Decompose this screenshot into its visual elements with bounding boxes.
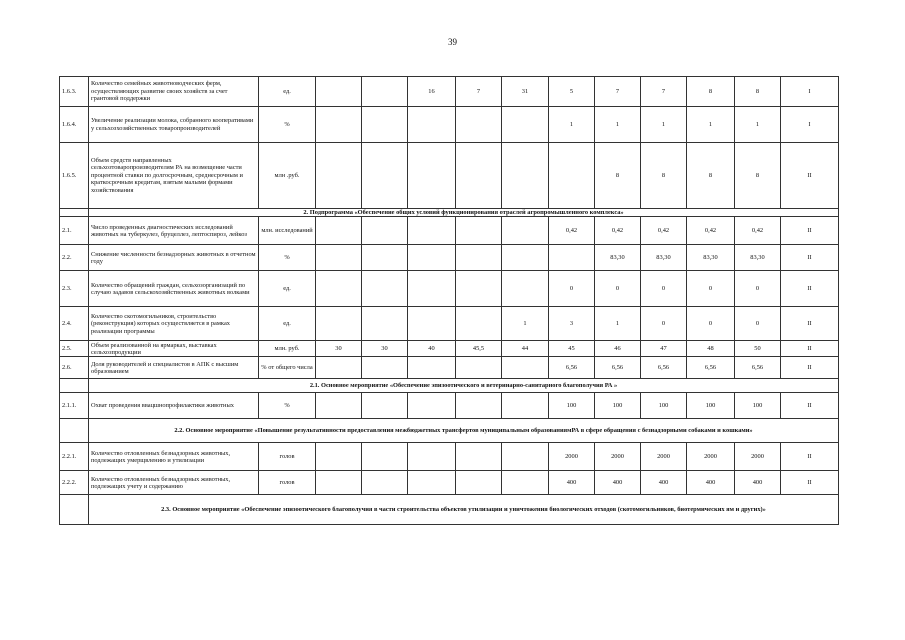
section-row	[60, 419, 839, 443]
section-title: 2.2. Основное мероприятие «Повышение результативности предоставления межбюджетных трансфертов муниципальным образованиямРА в сфере обращения с безнадзорными собаками и кошками»	[89, 419, 839, 443]
unit-of-measure: голов	[259, 443, 316, 471]
value-cell	[362, 307, 408, 341]
value-cell	[456, 143, 502, 209]
unit-of-measure: %	[259, 107, 316, 143]
value-cell: 0	[595, 271, 641, 307]
page-number: 39	[448, 37, 457, 47]
table-row	[60, 443, 839, 471]
value-cell: 100	[735, 393, 781, 419]
value-cell	[316, 217, 362, 245]
value-cell	[362, 393, 408, 419]
value-cell: 2000	[549, 443, 595, 471]
value-cell: 83,30	[641, 245, 687, 271]
stage-cell: I	[781, 107, 839, 143]
value-cell: 1	[735, 107, 781, 143]
row-number: 2.3.	[60, 271, 89, 307]
section-title: 2. Подпрограмма «Обеспечение общих условий функционирования отраслей агропромышленного комплекса»	[89, 209, 839, 217]
value-cell: 31	[502, 77, 549, 107]
value-cell	[408, 245, 456, 271]
table-row	[60, 341, 839, 357]
value-cell	[362, 471, 408, 495]
value-cell: 83,30	[595, 245, 641, 271]
indicator-name: Снижение численности безнадзорных животных в отчетном году	[89, 245, 259, 271]
value-cell: 400	[687, 471, 735, 495]
value-cell	[502, 271, 549, 307]
value-cell: 3	[549, 307, 595, 341]
value-cell	[408, 307, 456, 341]
value-cell	[502, 471, 549, 495]
value-cell	[408, 471, 456, 495]
value-cell: 1	[549, 107, 595, 143]
value-cell: 6,56	[595, 357, 641, 379]
value-cell	[408, 271, 456, 307]
value-cell	[456, 471, 502, 495]
value-cell: 0	[641, 271, 687, 307]
value-cell: 1	[502, 307, 549, 341]
value-cell: 400	[595, 471, 641, 495]
value-cell	[362, 77, 408, 107]
value-cell: 2000	[687, 443, 735, 471]
value-cell: 45	[549, 341, 595, 357]
value-cell: 400	[641, 471, 687, 495]
value-cell	[502, 393, 549, 419]
stage-cell: II	[781, 217, 839, 245]
unit-of-measure: голов	[259, 471, 316, 495]
value-cell	[408, 217, 456, 245]
value-cell	[362, 443, 408, 471]
unit-of-measure: ед.	[259, 77, 316, 107]
section-row	[60, 495, 839, 525]
value-cell	[316, 143, 362, 209]
row-number: 2.2.	[60, 245, 89, 271]
value-cell: 50	[735, 341, 781, 357]
value-cell	[408, 107, 456, 143]
unit-of-measure: % от общего числа	[259, 357, 316, 379]
value-cell: 100	[549, 393, 595, 419]
unit-of-measure: ед.	[259, 307, 316, 341]
value-cell	[316, 271, 362, 307]
value-cell	[549, 245, 595, 271]
value-cell	[362, 217, 408, 245]
value-cell: 47	[641, 341, 687, 357]
section-blank-cell	[60, 209, 89, 217]
section-row	[60, 209, 839, 217]
value-cell	[316, 107, 362, 143]
stage-cell: II	[781, 443, 839, 471]
value-cell	[456, 357, 502, 379]
stage-cell: II	[781, 341, 839, 357]
value-cell: 0,42	[595, 217, 641, 245]
stage-cell: II	[781, 471, 839, 495]
value-cell: 6,56	[641, 357, 687, 379]
indicator-name: Количество отловленных безнадзорных животных, подлежащих умерщвлению и утилизации	[89, 443, 259, 471]
table-row	[60, 471, 839, 495]
value-cell: 44	[502, 341, 549, 357]
table-row	[60, 107, 839, 143]
unit-of-measure: млн. исследований	[259, 217, 316, 245]
value-cell	[316, 245, 362, 271]
value-cell: 2000	[641, 443, 687, 471]
value-cell: 1	[595, 307, 641, 341]
value-cell: 83,30	[735, 245, 781, 271]
value-cell	[316, 307, 362, 341]
row-number: 2.6.	[60, 357, 89, 379]
value-cell: 2000	[735, 443, 781, 471]
table-row	[60, 143, 839, 209]
indicator-name: Количество отловленных безнадзорных животных, подлежащих учету и содержанию	[89, 471, 259, 495]
indicator-name: Доля руководителей и специалистов в АПК с высшим образованием	[89, 357, 259, 379]
value-cell: 6,56	[687, 357, 735, 379]
value-cell: 5	[549, 77, 595, 107]
indicator-name: Число проведенных диагностических исследований животных на туберкулез, бруцеллез, лептоспироз, лейкоз	[89, 217, 259, 245]
row-number: 1.6.5.	[60, 143, 89, 209]
row-number: 2.1.	[60, 217, 89, 245]
value-cell: 8	[735, 143, 781, 209]
value-cell: 45,5	[456, 341, 502, 357]
value-cell	[316, 443, 362, 471]
value-cell	[456, 307, 502, 341]
stage-cell: II	[781, 143, 839, 209]
value-cell	[316, 393, 362, 419]
stage-cell: II	[781, 393, 839, 419]
table-row	[60, 271, 839, 307]
indicator-name: Увеличение реализации молока, собранного кооперативами у сельхозхозяйственных товаропроизводителей	[89, 107, 259, 143]
value-cell	[456, 443, 502, 471]
value-cell: 0	[735, 307, 781, 341]
value-cell: 400	[549, 471, 595, 495]
value-cell	[362, 357, 408, 379]
row-number: 1.6.4.	[60, 107, 89, 143]
value-cell: 0,42	[735, 217, 781, 245]
section-row	[60, 379, 839, 393]
unit-of-measure: %	[259, 393, 316, 419]
indicator-name: Объем средств направленных сельхозтоваропроизводителям РА на возмещение части процентной ставки по долгосрочным, среднесрочным и краткосрочным кредитам, взятым малыми формами хозяйствования	[89, 143, 259, 209]
value-cell	[408, 443, 456, 471]
value-cell	[316, 77, 362, 107]
value-cell: 0,42	[641, 217, 687, 245]
value-cell	[408, 357, 456, 379]
value-cell: 8	[687, 77, 735, 107]
indicator-name: Количество обращений граждан, сельхозорганизаций по случаю задавов сельскохозяйственных животных волками	[89, 271, 259, 307]
value-cell: 1	[687, 107, 735, 143]
unit-of-measure: млн. руб.	[259, 341, 316, 357]
row-number: 2.2.2.	[60, 471, 89, 495]
table-row	[60, 77, 839, 107]
value-cell: 100	[595, 393, 641, 419]
value-cell: 0	[687, 307, 735, 341]
stage-cell: II	[781, 307, 839, 341]
value-cell	[502, 143, 549, 209]
section-blank-cell	[60, 379, 89, 393]
value-cell: 1	[595, 107, 641, 143]
value-cell: 0	[735, 271, 781, 307]
value-cell: 7	[456, 77, 502, 107]
row-number: 2.2.1.	[60, 443, 89, 471]
value-cell: 40	[408, 341, 456, 357]
stage-cell: II	[781, 271, 839, 307]
value-cell: 1	[641, 107, 687, 143]
value-cell	[502, 217, 549, 245]
value-cell: 83,30	[687, 245, 735, 271]
value-cell: 7	[595, 77, 641, 107]
section-blank-cell	[60, 419, 89, 443]
value-cell: 400	[735, 471, 781, 495]
value-cell	[456, 271, 502, 307]
section-blank-cell	[60, 495, 89, 525]
value-cell: 6,56	[549, 357, 595, 379]
row-number: 1.6.3.	[60, 77, 89, 107]
section-title: 2.1. Основное мероприятие «Обеспечение эпизоотического и ветеринарно-санитарного благополучия РА »	[89, 379, 839, 393]
value-cell	[502, 357, 549, 379]
indicator-name: Количество семейных животноводческих ферм, осуществляющих развитие своих хозяйств за счет грантовой поддержки	[89, 77, 259, 107]
value-cell	[408, 143, 456, 209]
value-cell: 0,42	[549, 217, 595, 245]
value-cell: 8	[735, 77, 781, 107]
table-row	[60, 357, 839, 379]
row-number: 2.4.	[60, 307, 89, 341]
value-cell: 2000	[595, 443, 641, 471]
value-cell	[456, 107, 502, 143]
table-row	[60, 245, 839, 271]
value-cell	[456, 393, 502, 419]
indicator-name: Объем реализованной на ярмарках, выставках сельхозпродукции	[89, 341, 259, 357]
value-cell: 48	[687, 341, 735, 357]
value-cell	[362, 143, 408, 209]
value-cell: 16	[408, 77, 456, 107]
value-cell: 7	[641, 77, 687, 107]
value-cell: 8	[641, 143, 687, 209]
indicators-table	[59, 76, 839, 525]
value-cell	[456, 245, 502, 271]
value-cell	[316, 357, 362, 379]
value-cell: 6,56	[735, 357, 781, 379]
value-cell: 0	[687, 271, 735, 307]
row-number: 2.5.	[60, 341, 89, 357]
value-cell: 100	[687, 393, 735, 419]
value-cell	[408, 393, 456, 419]
value-cell	[456, 217, 502, 245]
value-cell	[362, 245, 408, 271]
value-cell: 100	[641, 393, 687, 419]
table-row	[60, 393, 839, 419]
value-cell	[362, 271, 408, 307]
section-title: 2.3. Основное мероприятие «Обеспечение эпизоотического благополучия в части строительства объектов утилизации и уничтожения биологических отходов (скотомогильников, биотермических ям и других)»	[89, 495, 839, 525]
stage-cell: I	[781, 77, 839, 107]
value-cell: 0	[549, 271, 595, 307]
table-row	[60, 217, 839, 245]
value-cell: 0	[641, 307, 687, 341]
value-cell: 30	[316, 341, 362, 357]
value-cell	[316, 471, 362, 495]
stage-cell: II	[781, 357, 839, 379]
indicator-name: Количество скотомогильников, строительство (реконструкция) которых осуществляется в рамках реализации программы	[89, 307, 259, 341]
value-cell: 8	[687, 143, 735, 209]
indicator-name: Охват проведения ввацшнопрофилактики животных	[89, 393, 259, 419]
value-cell: 46	[595, 341, 641, 357]
unit-of-measure: %	[259, 245, 316, 271]
value-cell: 30	[362, 341, 408, 357]
value-cell	[502, 443, 549, 471]
value-cell	[362, 107, 408, 143]
value-cell: 0,42	[687, 217, 735, 245]
value-cell: 8	[595, 143, 641, 209]
unit-of-measure: млн .руб.	[259, 143, 316, 209]
row-number: 2.1.1.	[60, 393, 89, 419]
value-cell	[502, 245, 549, 271]
table-row	[60, 307, 839, 341]
value-cell	[549, 143, 595, 209]
value-cell	[502, 107, 549, 143]
stage-cell: II	[781, 245, 839, 271]
unit-of-measure: ед.	[259, 271, 316, 307]
